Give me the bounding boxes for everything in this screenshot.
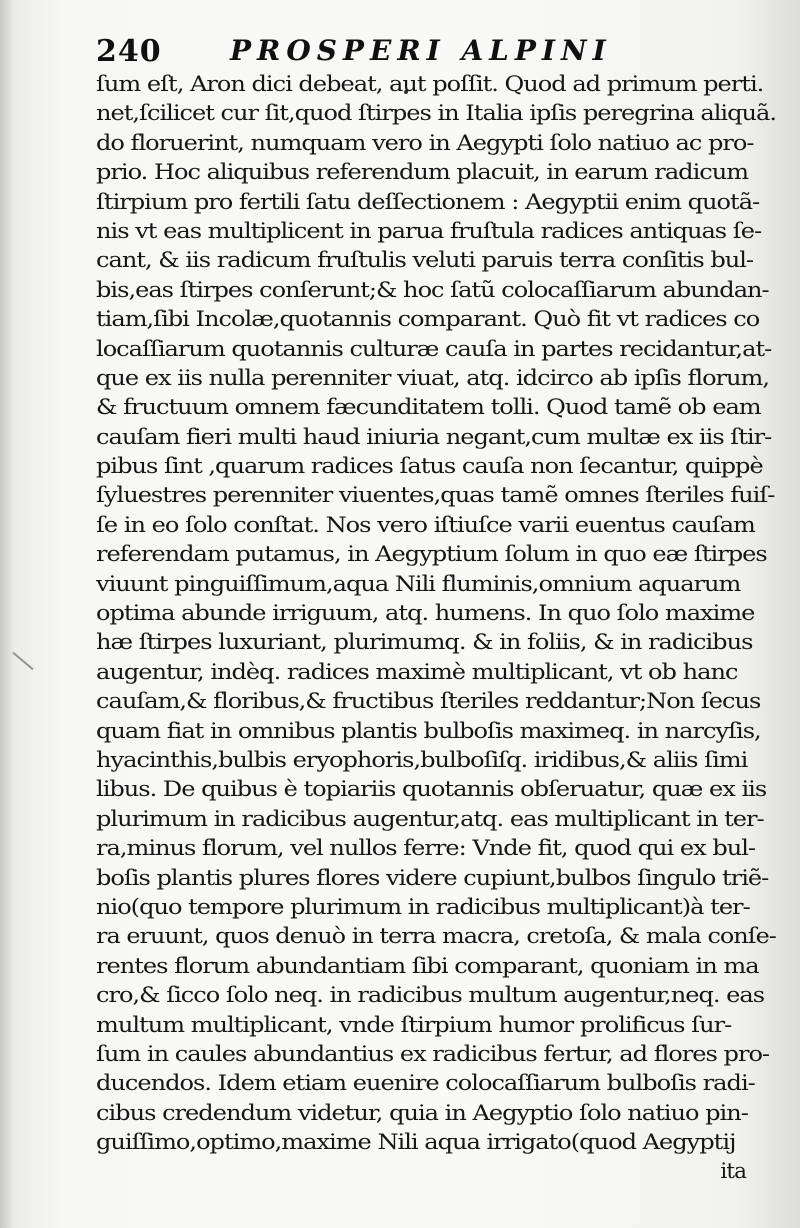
text-line: ra eruunt, quos denuò in terra macra, cretoſa, & mala conſe- [96, 924, 776, 950]
text-line: locaſſiarum quotannis culturæ cauſa in partes recidantur,at- [96, 336, 772, 362]
gutter-shadow [0, 0, 14, 1228]
text-line: libus. De quibus è topiariis quotannis obſeruatur, quæ ex iis [96, 777, 767, 803]
text-line: ducendos. Idem etiam euenire colocaſſiarum bulboſis radi- [96, 1071, 755, 1097]
page-number: 240 [96, 34, 162, 69]
text-line: tiam,ſibi Incolæ,quotannis comparant. Quò fit vt radices co [96, 307, 760, 333]
text-line: quam fiat in omnibus plantis bulboſis maximeq. in narcyſis, [96, 718, 761, 744]
page-header [96, 32, 776, 72]
text-line: ſtirpium pro fertili ſatu deſſectionem : Aegyptii enim quotã- [96, 189, 760, 215]
text-line: guiſſimo,optimo,maxime Nili aqua irrigato(quod Aegyptij [96, 1130, 736, 1156]
text-line: ſe in eo ſolo conſtat. Nos vero iſtiuſce varii euentus cauſam [96, 512, 755, 538]
text-line: cant, & iis radicum fruſtulis veluti paruis terra conſitis bul- [96, 248, 754, 274]
text-line: viuunt pinguiſſimum,aqua Nili fluminis,omnium aquarum [96, 571, 741, 597]
text-line: nio(quo tempore plurimum in radicibus multiplicant)à ter- [96, 894, 750, 920]
text-line: augentur, indèq. radices maximè multiplicant, vt ob hanc [96, 659, 738, 685]
text-line: net,ſcilicet cur ſit,quod ſtirpes in Italia ipſis peregrina aliquã. [96, 101, 777, 127]
text-line: pibus ſint ,quarum radices ſatus cauſa non ſecantur, quippè [96, 454, 763, 480]
text-line: ſyluestres perenniter viuentes,quas tamẽ omnes ſteriles fuiſ- [96, 483, 775, 509]
margin-mark [12, 652, 33, 670]
text-line: boſis plantis plures flores videre cupiunt,bulbos ſingulo triẽ- [96, 865, 769, 891]
text-line: & fructuum omnem fæcunditatem tolli. Quod tamẽ ob eam [96, 395, 761, 421]
text-line: referendam putamus, in Aegyptium ſolum in quo eæ ſtirpes [96, 542, 767, 568]
body-text [96, 70, 776, 1187]
text-line: ſum in caules abundantius ex radicibus fertur, ad flores pro- [96, 1041, 770, 1067]
text-line: plurimum in radicibus augentur,atq. eas multiplicant in ter- [96, 806, 764, 832]
text-line: que ex iis nulla perenniter viuat, atq. idcirco ab ipſis florum, [96, 365, 770, 391]
running-head: PROSPERI ALPINI [230, 34, 612, 67]
text-line: hæ ſtirpes luxuriant, plurimumq. & in foliis, & in radicibus [96, 630, 753, 656]
catchword: ita [720, 1159, 746, 1185]
text-line: ſum eſt, Aron dici debeat, aut poſſit. Quod ad primum perti. [96, 72, 764, 97]
text-line: bis,eas ſtirpes conſerunt;& hoc ſatũ colocaſſiarum abundan- [96, 277, 769, 303]
text-line: optima abunde irriguum, atq. humens. In quo ſolo maxime [96, 601, 755, 627]
text-line: rentes florum abundantiam ſibi comparant, quoniam in ma [96, 953, 759, 979]
text-line: ra,minus florum, vel nullos ferre: Vnde fit, quod qui ex bul- [96, 836, 756, 862]
text-line: cauſam fieri multi haud iniuria negant,cum multæ ex iis ſtir- [96, 424, 772, 450]
text-line: nis vt eas multiplicent in parua fruſtula radices antiquas ſe- [96, 218, 762, 244]
text-line: multum multiplicant, vnde ſtirpium humor prolificus ſur- [96, 1012, 732, 1038]
text-line: prio. Hoc aliquibus referendum placuit, in earum radicum [96, 160, 749, 186]
text-line: cibus credendum videtur, quia in Aegyptio ſolo natiuo pin- [96, 1100, 748, 1126]
text-line: hyacinthis,bulbis eryophoris,bulboſiſq. iridibus,& aliis ſimi [96, 747, 748, 773]
text-line: cauſam,& floribus,& fructibus ſteriles reddantur;Non ſecus [96, 689, 761, 715]
text-line: do floruerint, numquam vero in Aegypti ſolo natiuo ac pro- [96, 130, 754, 156]
text-line: cro,& ſicco ſolo neq. in radicibus multum augentur,neq. eas [96, 983, 765, 1009]
